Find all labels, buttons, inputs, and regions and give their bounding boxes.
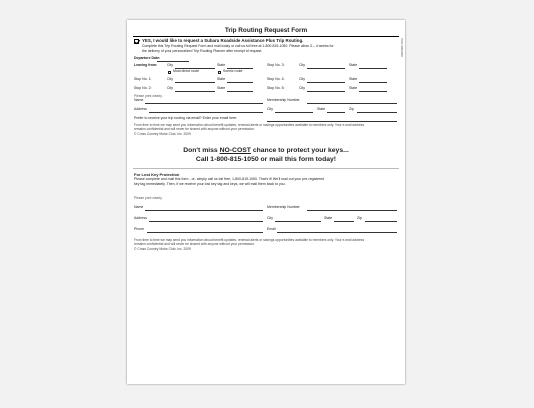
stop-2-city-label: City — [167, 86, 174, 90]
keys-state-field[interactable] — [334, 221, 354, 222]
name-field[interactable] — [145, 103, 263, 104]
stop-1-city-label: City — [167, 77, 174, 81]
promo-line-1a: Don't miss — [183, 147, 220, 154]
leaving-from-label: Leaving from: — [134, 63, 158, 67]
keys-name-field[interactable] — [145, 210, 263, 211]
zip-field[interactable] — [357, 112, 397, 113]
stop-5-city-label: City — [299, 86, 306, 90]
stop-3-label: Stop No. 3: — [267, 63, 285, 67]
stop-3-state-label: State — [349, 63, 358, 67]
scenic-label: Scenic route — [223, 69, 243, 73]
section-separator — [133, 168, 399, 169]
stop-2-city-field[interactable] — [175, 91, 215, 92]
stop-4-city-label: City — [299, 77, 306, 81]
zip-label: Zip — [349, 107, 354, 111]
city-label: City — [267, 107, 274, 111]
intro-line-1: Complete this Trip Routing Request Form and mail today or call us toll free at 1-800-815-1050. Please allow 3 – 4 weeks for — [142, 44, 334, 48]
print-clearly-note: Please print clearly. — [134, 94, 163, 98]
membership-label: Membership Number — [267, 98, 300, 102]
side-code: 0000000 SOA — [400, 38, 404, 57]
title-rule — [133, 36, 399, 37]
stop-5-state-label: State — [349, 86, 358, 90]
copyright-2: © Cross Country Motor Club, Inc. 2009 — [134, 247, 191, 251]
stop-4-state-field[interactable] — [359, 82, 387, 83]
privacy-line-2: remains confidential and will never be shared with anyone without your permission. — [134, 127, 255, 131]
stop-5-state-field[interactable] — [359, 91, 387, 92]
promo-no-cost: NO-COST — [219, 147, 251, 154]
stop-4-city-field[interactable] — [307, 82, 345, 83]
address-label: Address — [134, 107, 147, 111]
keys-text-2: key tag immediately. Then, if we receive your lost key tag and keys, we will mail them back to you. — [134, 182, 286, 186]
keys-zip-field[interactable] — [365, 221, 397, 222]
stop-4-label: Stop No. 4: — [267, 77, 285, 81]
keys-membership-label: Membership Number — [267, 205, 300, 209]
state-field[interactable] — [327, 112, 345, 113]
promo-line-2: Call 1-800-815-1050 or mail this form today! — [195, 156, 337, 163]
keys-phone-label: Phone — [134, 227, 145, 231]
scenic-checkbox[interactable] — [218, 71, 221, 74]
state-label: State — [317, 107, 326, 111]
stop-2-label: Stop No. 2: — [134, 86, 152, 90]
keys-privacy-line-2: remains confidential and will never be shared with anyone without your permission. — [134, 242, 255, 246]
stop-2-state-field[interactable] — [227, 91, 253, 92]
email-pref-label: Prefer to receive your trip routing via email? Enter your email here: — [134, 116, 238, 120]
keys-email-label: Email — [267, 227, 276, 231]
stop-4-state-label: State — [349, 77, 358, 81]
keys-zip-label: Zip — [357, 216, 362, 220]
keys-email-field[interactable] — [277, 232, 397, 233]
name-label: Name — [134, 98, 144, 102]
keys-city-label: City — [267, 216, 274, 220]
keys-city-field[interactable] — [275, 221, 321, 222]
keys-print-clearly: Please print clearly. — [134, 196, 163, 200]
yes-heading: YES, I would like to request a Subaru Roadside Assistance Plus Trip Routing. — [142, 38, 304, 43]
leaving-state-label: State — [217, 63, 226, 67]
form-page — [127, 20, 405, 384]
stop-3-city-label: City — [299, 63, 306, 67]
privacy-line-1: From time to time we may send you information about benefit updates, renewal alerts or savings opportunities available to members only. Your e-mail address — [134, 123, 365, 127]
keys-membership-field[interactable] — [307, 210, 397, 211]
keys-state-label: State — [324, 216, 333, 220]
most-direct-checkbox[interactable] — [168, 71, 171, 74]
departure-label: Departure Date: — [134, 56, 161, 60]
promo-line-1c: chance to protect your keys... — [250, 147, 349, 154]
keys-text-1: Please complete and mail this form - or- simply call us toll free, 1-800-815-1050. That's it! We'll mail out your pre-registered — [134, 177, 325, 181]
email-pref-field[interactable] — [267, 121, 397, 122]
address-field[interactable] — [149, 112, 263, 113]
stop-1-city-field[interactable] — [175, 82, 215, 83]
copyright-1: © Cross Country Motor Club, Inc. 2009 — [134, 132, 191, 136]
stop-5-label: Stop No. 5: — [267, 86, 285, 90]
keys-phone-field[interactable] — [147, 232, 263, 233]
form-title: Trip Routing Request Form — [224, 27, 308, 34]
stop-2-state-label: State — [217, 86, 226, 90]
keys-heading: For Lost Key Protection — [134, 172, 180, 177]
keys-name-label: Name — [134, 205, 144, 209]
intro-line-2: the delivery of your personalized Trip Routing Planner after receipt of request. — [142, 49, 263, 53]
stop-3-state-field[interactable] — [359, 68, 387, 69]
stop-3-city-field[interactable] — [307, 68, 345, 69]
city-field[interactable] — [275, 112, 313, 113]
most-direct-label: Most direct route — [173, 69, 200, 73]
yes-checkbox-icon[interactable] — [134, 39, 139, 44]
stop-1-state-label: State — [217, 77, 226, 81]
departure-date-field[interactable] — [157, 61, 189, 62]
leaving-city-label: City — [167, 63, 174, 67]
membership-field[interactable] — [307, 103, 397, 104]
stop-1-label: Stop No. 1: — [134, 77, 152, 81]
promo-line-1 — [127, 147, 405, 155]
keys-address-field[interactable] — [149, 221, 263, 222]
keys-privacy-line-1: From time to time we may send you information about benefit updates, renewal alerts or savings opportunities available to members only. Your e-mail address — [134, 238, 365, 242]
stop-5-city-field[interactable] — [307, 91, 345, 92]
stop-1-state-field[interactable] — [227, 82, 253, 83]
keys-address-label: Address — [134, 216, 147, 220]
